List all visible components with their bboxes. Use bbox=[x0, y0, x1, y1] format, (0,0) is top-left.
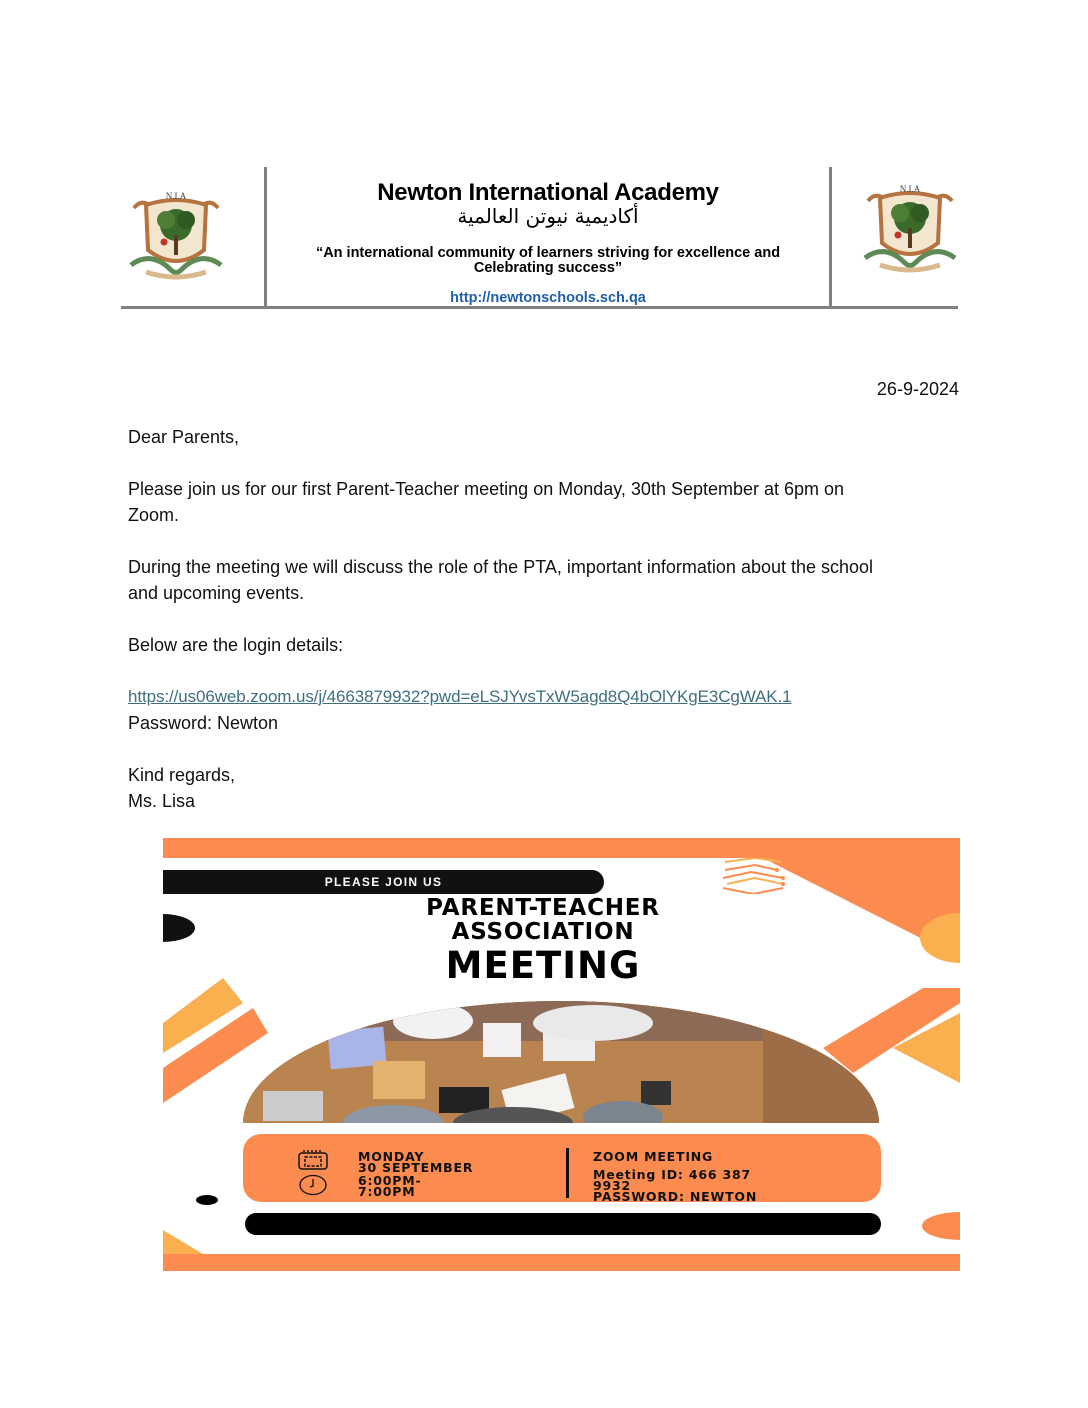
paragraph-agenda bbox=[128, 554, 960, 606]
please-join-banner: PLEASE JOIN US bbox=[163, 870, 604, 894]
meeting-date bbox=[358, 1151, 473, 1173]
decor-dot bbox=[196, 1195, 218, 1205]
clock-icon bbox=[298, 1174, 328, 1196]
meeting-time bbox=[358, 1175, 421, 1197]
pta-meeting-flyer bbox=[163, 838, 960, 1271]
crest-text: N.I.A bbox=[899, 184, 921, 194]
zoom-meeting-details bbox=[593, 1169, 757, 1202]
school-name: Newton International Academy bbox=[377, 179, 719, 206]
header-bottom-rule bbox=[121, 306, 958, 309]
flyer-black-bar bbox=[245, 1213, 881, 1235]
crest-text: N.I.A bbox=[165, 191, 187, 201]
meeting-password: PASSWORD: NEWTON bbox=[593, 1189, 758, 1204]
school-name-arabic: أكاديمية نيوتن العالمية bbox=[457, 204, 639, 228]
school-website-link[interactable]: http://newtonschools.sch.qa bbox=[450, 290, 646, 306]
flyer-title-line-2: ASSOCIATION bbox=[451, 919, 635, 945]
flyer-bottom-band bbox=[163, 1254, 960, 1271]
circuit-logo-icon bbox=[721, 858, 787, 894]
paragraph-invitation-line-2: Zoom. bbox=[128, 505, 180, 525]
header-divider-left bbox=[264, 167, 267, 308]
flyer-title bbox=[313, 896, 773, 944]
calendar-icon bbox=[298, 1150, 328, 1170]
meeting-info-box bbox=[243, 1134, 881, 1202]
zoom-meeting-heading: ZOOM MEETING bbox=[593, 1149, 714, 1164]
paragraph-agenda-line-1: During the meeting we will discuss the role of the PTA, important information about the school bbox=[128, 557, 874, 577]
flyer-title-line-1: PARENT-TEACHER bbox=[426, 895, 660, 921]
meeting-info-divider bbox=[566, 1148, 569, 1198]
meeting-time-end: 7:00PM bbox=[358, 1184, 416, 1199]
meeting-id-line-2: 9932 bbox=[593, 1178, 631, 1193]
header-divider-right bbox=[829, 167, 832, 308]
motto-line-2: Celebrating success” bbox=[473, 260, 623, 276]
password-line: Password: Newton bbox=[128, 713, 279, 733]
flyer-title-meeting: MEETING bbox=[445, 944, 641, 987]
school-crest-icon bbox=[126, 190, 226, 285]
zoom-link[interactable] bbox=[128, 684, 960, 710]
paragraph-invitation bbox=[128, 476, 960, 528]
signature: Ms. Lisa bbox=[128, 791, 196, 811]
paragraph-agenda-line-2: and upcoming events. bbox=[128, 583, 305, 603]
meeting-time-start: 6:00PM- bbox=[358, 1173, 422, 1188]
meeting-id-line-1: Meeting ID: 466 387 bbox=[593, 1167, 751, 1182]
letter-date: 26-9-2024 bbox=[876, 379, 959, 399]
login-intro: Below are the login details: bbox=[128, 635, 344, 655]
school-crest-icon bbox=[860, 183, 960, 278]
closing: Kind regards, bbox=[128, 765, 236, 785]
greeting: Dear Parents, bbox=[128, 427, 240, 447]
zoom-link-text[interactable]: https://us06web.zoom.us/j/4663879932?pwd=eLSJYvsTxW5agd8Q4bOlYKgE3CgWAK.1 bbox=[128, 687, 792, 706]
motto-line-1: “An international community of learners striving for excellence and bbox=[315, 245, 781, 261]
paragraph-invitation-line-1: Please join us for our first Parent-Teacher meeting on Monday, 30th September at 6pm on bbox=[128, 479, 845, 499]
meeting-date-text: 30 SEPTEMBER bbox=[358, 1160, 474, 1175]
meeting-day: MONDAY bbox=[358, 1149, 425, 1164]
school-motto bbox=[268, 246, 828, 276]
